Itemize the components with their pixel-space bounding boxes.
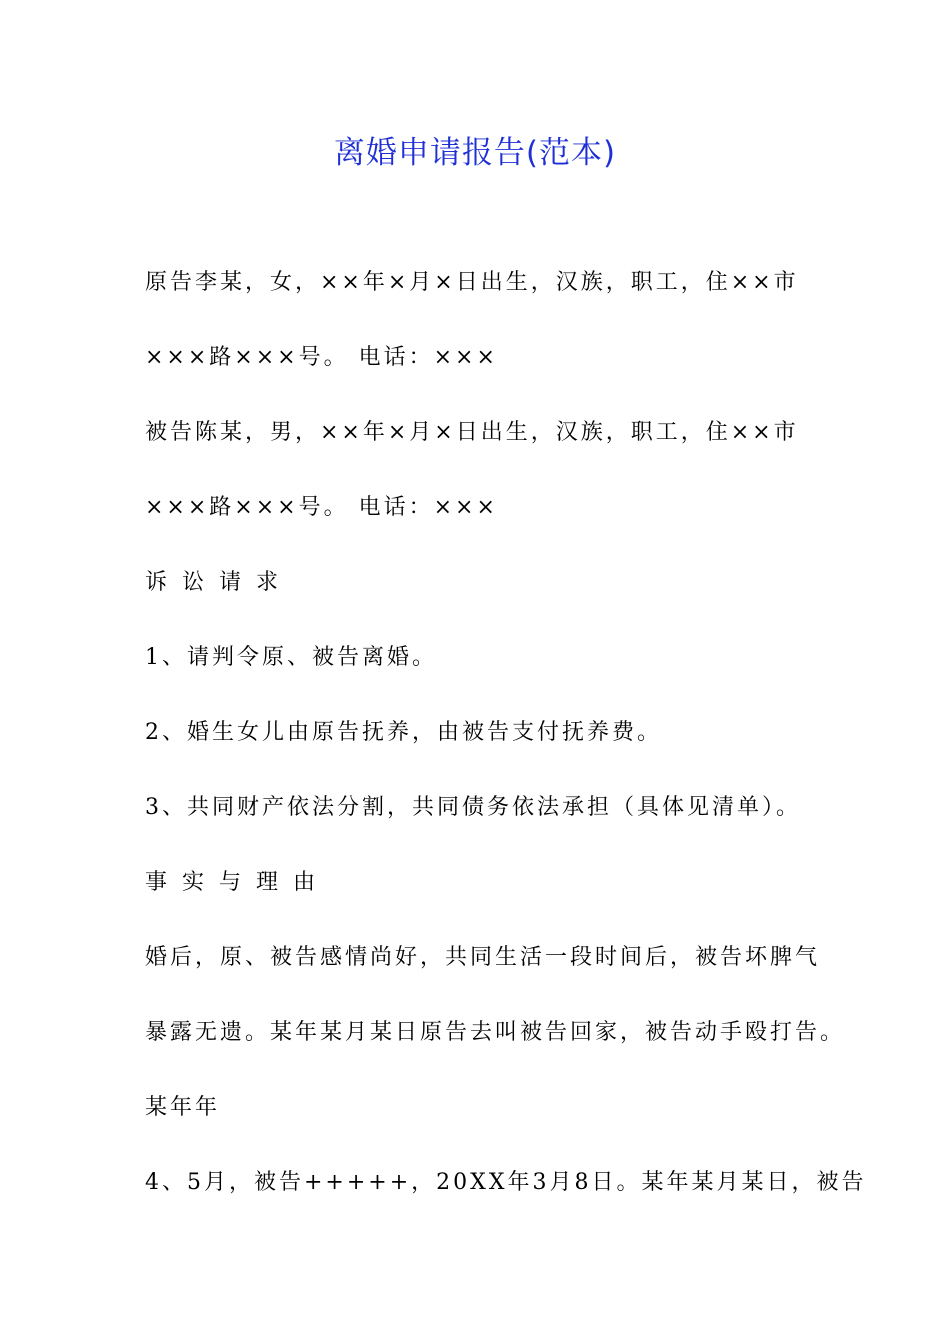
- claim-item-2: 2、婚生女儿由原告抚养，由被告支付抚养费。: [145, 720, 662, 745]
- defendant-info-line-2: ×××路×××号。 电话：×××: [145, 495, 498, 520]
- section-heading-claims: 诉讼请求: [145, 570, 294, 595]
- plaintiff-info-line-2: ×××路×××号。 电话：×××: [145, 345, 498, 370]
- facts-paragraph-line-2: 暴露无遗。某年某月某日原告去叫被告回家，被告动手殴打告。: [145, 1020, 846, 1045]
- facts-paragraph-line-4: 4、5月，被告+++++，20XX年3月8日。某年某月某日，被告: [145, 1170, 867, 1195]
- defendant-info-line-1: 被告陈某，男，××年×月×日出生，汉族，职工，住××市: [145, 420, 799, 445]
- document-title: 离婚申请报告(范本): [333, 135, 617, 171]
- facts-paragraph-line-3: 某年年: [145, 1095, 221, 1120]
- facts-paragraph-line-1: 婚后，原、被告感情尚好，共同生活一段时间后，被告坏脾气: [145, 945, 821, 970]
- section-heading-facts: 事实与理由: [145, 870, 331, 895]
- claim-item-3: 3、共同财产依法分割，共同债务依法承担（具体见清单）。: [145, 795, 801, 820]
- plaintiff-info-line-1: 原告李某，女，××年×月×日出生，汉族，职工，住××市: [145, 270, 799, 295]
- claim-item-1: 1、请判令原、被告离婚。: [145, 645, 437, 670]
